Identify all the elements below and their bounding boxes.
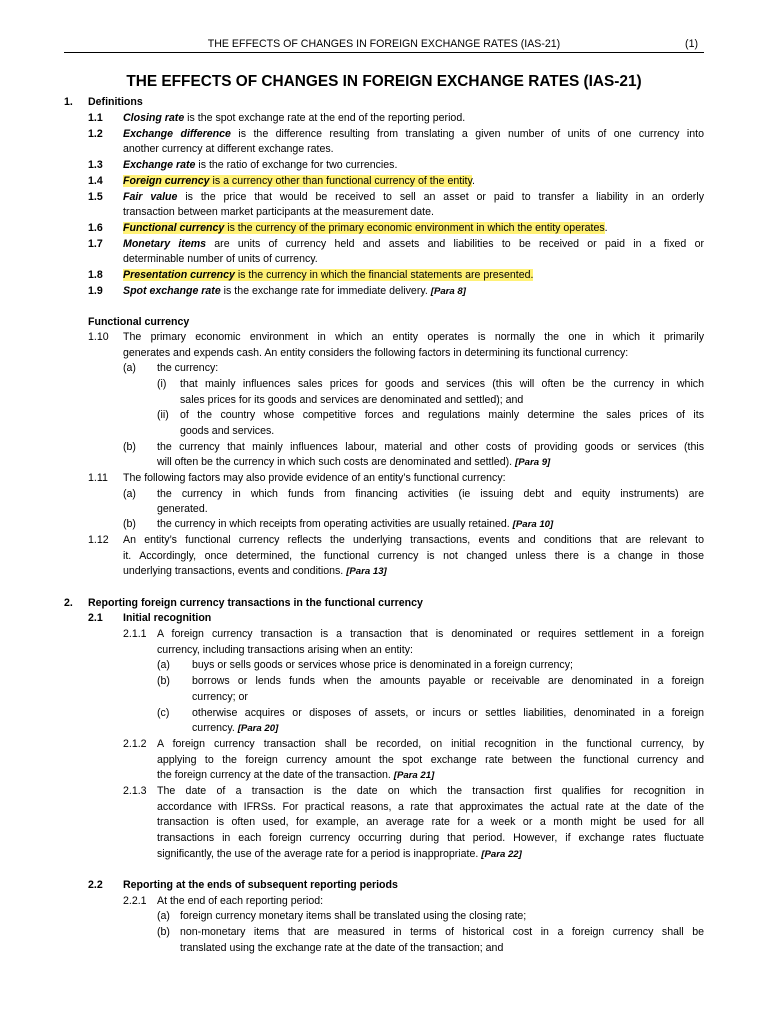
- item-a2-label: (a): [123, 488, 136, 500]
- item-a-i-label: (i): [157, 378, 167, 390]
- section-1-number: 1.: [64, 96, 73, 108]
- def-1-3-number: 1.3: [88, 159, 103, 171]
- item-a-ii-line1: of the country whose competitive forces and regulations mainly determine the sales prices of its: [180, 409, 704, 421]
- para-2-1-3-line1: The date of a transaction is the date on which the transaction first qualifies for recognition in: [157, 785, 704, 797]
- item-a-label: (a): [123, 362, 136, 374]
- running-header: [64, 36, 704, 53]
- section-2-1-number: 2.1: [88, 612, 103, 624]
- item-2-2-b-label: (b): [157, 926, 170, 938]
- item-2b-line2: currency; or: [192, 691, 248, 703]
- item-b2-text: the currency in which receipts from operating activities are usually retained. [Para 10]: [157, 518, 554, 530]
- def-spot-exchange-rate: Spot exchange rate is the exchange rate for immediate delivery. [Para 8]: [123, 285, 466, 297]
- def-closing-rate: Closing rate is the spot exchange rate at the end of the reporting period.: [123, 112, 466, 124]
- item-2-2-a-text: foreign currency monetary items shall be translated using the closing rate;: [180, 910, 527, 922]
- def-presentation-currency: Presentation currency is the currency in which the financial statements are presented.: [123, 269, 534, 281]
- item-2a-label: (a): [157, 659, 170, 671]
- para-2-1-3-number: 2.1.3: [123, 785, 147, 797]
- para-1-11-text: The following factors may also provide evidence of an entity’s functional currency:: [123, 472, 506, 484]
- para-2-1-2-line2: applying to the foreign currency amount the spot exchange rate between the functional currency and: [157, 754, 704, 766]
- def-foreign-currency: Foreign currency is a currency other than functional currency of the entity.: [123, 175, 475, 187]
- def-exchange-difference: Exchange difference is the difference resulting from translating a given number of units of one currency into: [123, 128, 704, 140]
- def-1-8-number: 1.8: [88, 269, 103, 281]
- def-1-4-number: 1.4: [88, 175, 103, 187]
- item-2c-line2: currency. [Para 20]: [192, 722, 279, 734]
- para-2-2-1-number: 2.2.1: [123, 895, 147, 907]
- para-2-1-3-line3: transaction is often used, for example, an average rate for a week or a month might be used for all: [157, 816, 704, 828]
- item-a-ii-label: (ii): [157, 409, 169, 421]
- def-fair-value: Fair value is the price that would be received to sell an asset or paid to transfer a liability in an orderly: [123, 191, 704, 203]
- def-1-7-number: 1.7: [88, 238, 103, 250]
- para-2-1-2-number: 2.1.2: [123, 738, 147, 750]
- para-2-1-3-line5: significantly, the use of the average rate for a period is inappropriate. [Para 22]: [157, 848, 522, 860]
- para-2-1-2-line1: A foreign currency transaction shall be recorded, on initial recognition in the functional currency, by: [157, 738, 704, 750]
- item-a2-line2: generated.: [157, 503, 208, 515]
- para-1-12-line2: it. Accordingly, once determined, the functional currency is not changed unless there is a change in those: [123, 550, 704, 562]
- page-number: (1): [685, 38, 698, 50]
- functional-currency-heading: Functional currency: [88, 316, 190, 328]
- section-2-title: Reporting foreign currency transactions in the functional currency: [88, 597, 423, 609]
- header-title: THE EFFECTS OF CHANGES IN FOREIGN EXCHANGE RATES (IAS-21): [207, 38, 561, 50]
- item-b-label: (b): [123, 441, 136, 453]
- section-2-number: 2.: [64, 597, 73, 609]
- item-b-line2: will often be the currency in which such costs are denominated and settled). [Para 9]: [157, 456, 551, 468]
- item-2a-text: buys or sells goods or services whose price is denominated in a foreign currency;: [192, 659, 573, 671]
- section-2-2-title: Reporting at the ends of subsequent reporting periods: [123, 879, 398, 891]
- document-title: THE EFFECTS OF CHANGES IN FOREIGN EXCHANGE RATES (IAS-21): [126, 73, 642, 90]
- section-1-title: Definitions: [88, 96, 143, 108]
- item-b2-label: (b): [123, 518, 136, 530]
- para-2-1-2-line3: the foreign currency at the date of the transaction. [Para 21]: [157, 769, 435, 781]
- item-2c-line1: otherwise acquires or disposes of assets, or incurs or settles liabilities, denominated in a foreign: [192, 707, 704, 719]
- para-1-10-line1: The primary economic environment in which an entity operates is normally the one in which it primarily: [123, 331, 704, 343]
- item-2b-line1: borrows or lends funds when the amounts payable or receivable are denominated in a foreign: [192, 675, 704, 687]
- para-1-12-number: 1.12: [88, 534, 109, 546]
- item-2b-label: (b): [157, 675, 170, 687]
- para-1-10-number: 1.10: [88, 331, 109, 343]
- item-a-ii-line2: goods and services.: [180, 425, 275, 437]
- def-1-6-number: 1.6: [88, 222, 103, 234]
- para-2-1-1-number: 2.1.1: [123, 628, 147, 640]
- def-monetary-items-cont: determinable number of units of currency.: [123, 253, 318, 265]
- def-1-1-number: 1.1: [88, 112, 103, 124]
- item-2-2-a-label: (a): [157, 910, 170, 922]
- item-a2-line1: the currency in which funds from financing activities (ie issuing debt and equity instruments) are: [157, 488, 704, 500]
- item-2-2-b-line1: non-monetary items that are measured in terms of historical cost in a foreign currency shall be: [180, 926, 704, 938]
- item-a-text: the currency:: [157, 362, 219, 374]
- para-1-10-line2: generates and expends cash. An entity considers the following factors in determining its functional currency:: [123, 347, 629, 359]
- section-2-2-number: 2.2: [88, 879, 103, 891]
- para-2-1-3-line4: transactions in each foreign currency occurring during that period. However, if exchange rates fluctuate: [157, 832, 704, 844]
- section-2-1-title: Initial recognition: [123, 612, 212, 624]
- para-2-1-3-line2: accordance with IFRSs. For practical reasons, a rate that approximates the actual rate at the date of the: [157, 801, 704, 813]
- para-1-11-number: 1.11: [88, 472, 108, 484]
- def-exchange-rate: Exchange rate is the ratio of exchange for two currencies.: [123, 159, 398, 171]
- item-a-i-line2: sales prices for its goods and services are denominated and settled); and: [180, 394, 524, 406]
- def-1-2-number: 1.2: [88, 128, 103, 140]
- item-a-i-line1: that mainly influences sales prices for goods and services (this will often be the currency in which: [180, 378, 704, 390]
- item-b-line1: the currency that mainly influences labour, material and other costs of providing goods or services (this: [157, 441, 704, 453]
- para-1-12-line3: underlying transactions, events and conditions. [Para 13]: [123, 565, 387, 577]
- para-2-1-1-line1: A foreign currency transaction is a transaction that is denominated or requires settlement in a foreign: [157, 628, 704, 640]
- def-1-5-number: 1.5: [88, 191, 103, 203]
- item-2-2-b-line2: translated using the exchange rate at the date of the transaction; and: [180, 942, 504, 954]
- def-exchange-difference-cont: another currency at different exchange rates.: [123, 143, 334, 155]
- para-2-1-1-line2: currency, including transactions arising when an entity:: [157, 644, 413, 656]
- def-functional-currency: Functional currency is the currency of the primary economic environment in which the entity operates.: [123, 222, 608, 234]
- para-2-2-1-text: At the end of each reporting period:: [157, 895, 324, 907]
- para-1-12-line1: An entity’s functional currency reflects the underlying transactions, events and conditions that are relevant to: [123, 534, 704, 546]
- def-fair-value-cont: transaction between market participants at the measurement date.: [123, 206, 434, 218]
- def-1-9-number: 1.9: [88, 285, 103, 297]
- def-monetary-items: Monetary items are units of currency held and assets and liabilities to be received or paid in a fixed or: [123, 238, 704, 250]
- item-2c-label: (c): [157, 707, 170, 719]
